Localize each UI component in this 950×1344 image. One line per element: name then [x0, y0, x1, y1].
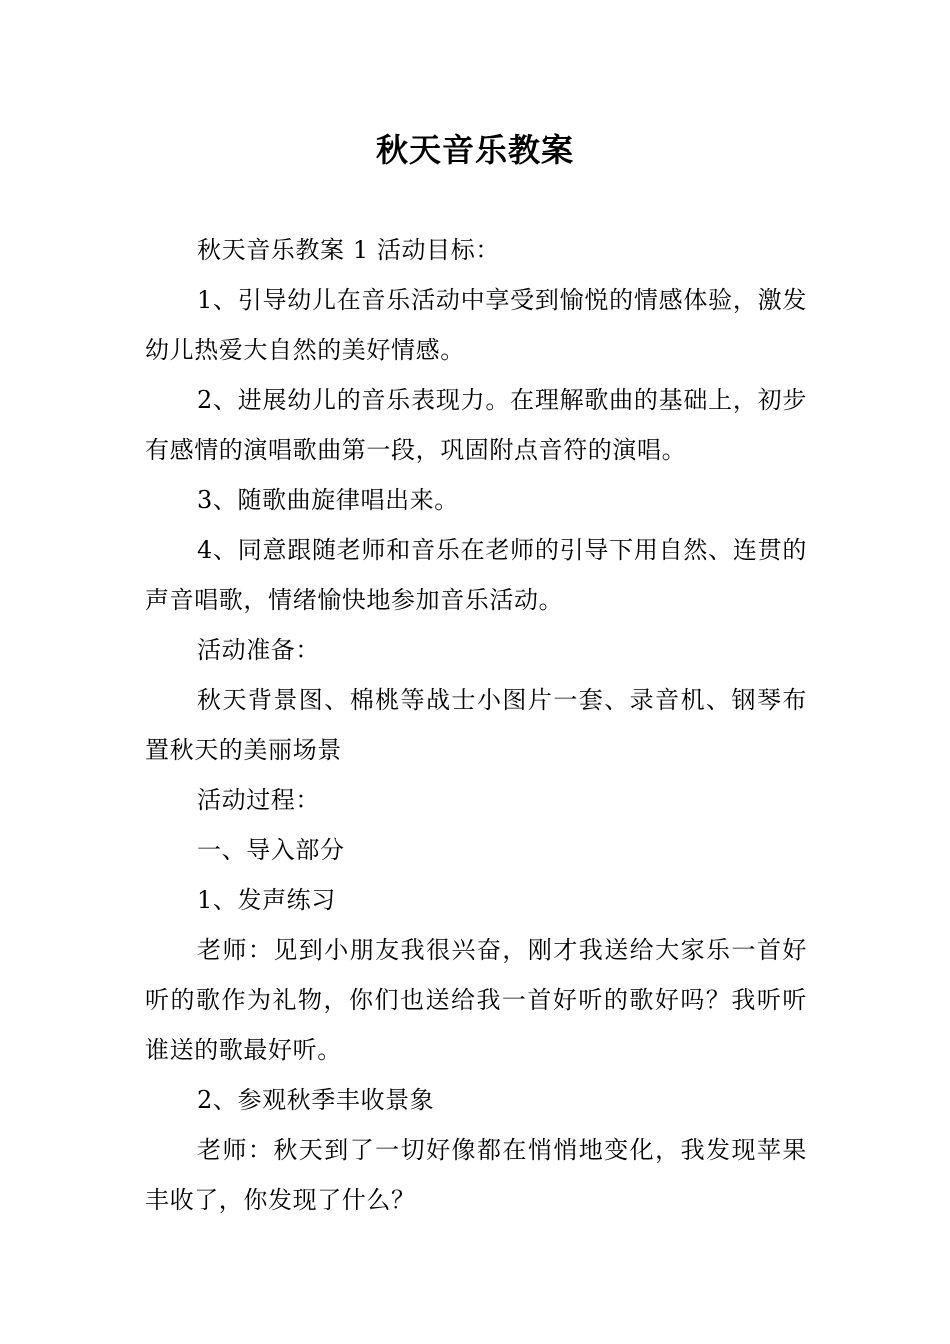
- paragraph-6: 活动准备：: [197, 636, 320, 664]
- paragraph-13: 老师：秋天到了一切好像都在悄悄地变化，我发现苹果丰收了，你发现了什么？: [145, 1136, 807, 1214]
- paragraph-10: 1、发声练习: [197, 886, 336, 914]
- paragraph-4: 3、随歌曲旋律唱出来。: [197, 486, 459, 514]
- paragraph-7: 秋天背景图、棉桃等战士小图片一套、录音机、钢琴布置秋天的美丽场景: [145, 686, 807, 764]
- document-body: [145, 225, 807, 1225]
- paragraph-5: 4、同意跟随老师和音乐在老师的引导下用自然、连贯的声音唱歌，情绪愉快地参加音乐活动。: [145, 536, 807, 614]
- paragraph-2: 1、引导幼儿在音乐活动中享受到愉悦的情感体验，激发幼儿热爱大自然的美好情感。: [145, 286, 807, 364]
- paragraph-9: 一、导入部分: [197, 836, 345, 864]
- paragraph-3: 2、进展幼儿的音乐表现力。在理解歌曲的基础上，初步有感情的演唱歌曲第一段，巩固附点音符的演唱。: [145, 386, 807, 464]
- paragraph-8: 活动过程：: [197, 786, 320, 814]
- paragraph-12: 2、参观秋季丰收景象: [197, 1086, 435, 1114]
- paragraph-11: 老师：见到小朋友我很兴奋，刚才我送给大家乐一首好听的歌作为礼物，你们也送给我一首好听的歌好吗？我听听谁送的歌最好听。: [145, 936, 807, 1064]
- paragraph-1: 秋天音乐教案 1 活动目标：: [197, 236, 500, 264]
- page-title: 秋天音乐教案: [375, 131, 574, 169]
